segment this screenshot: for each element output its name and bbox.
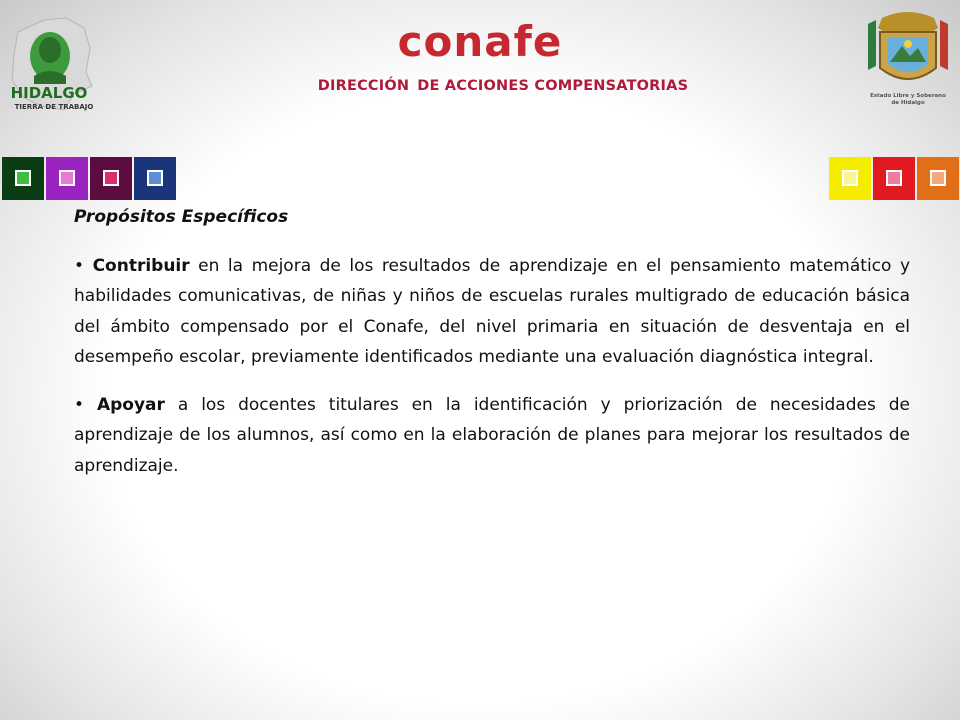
decor-square-orange (917, 157, 959, 200)
decor-square-yellow (829, 157, 871, 200)
bullet-item-contribuir (74, 251, 910, 373)
content-body (74, 202, 910, 481)
subtitle-direccion: DIRECCIÓN (317, 78, 410, 94)
bullet-text: en la mejora de los resultados de aprendizaje en el pensamiento matemático y habilidades comunicativas, de niñas y niños de escuelas rurales multigrado de educación básica del ámbito compensado por el Conafe, del nivel primaria en situación de desventaja en el desempeño escolar, previamente identificados mediante una evaluación diagnóstica integral. (74, 255, 911, 367)
decor-square-maroon (90, 157, 132, 200)
bullet-item-apoyar (74, 390, 910, 482)
decor-square-inner (886, 170, 902, 186)
bullet-emphasis: Apoyar (96, 394, 165, 415)
coat-of-arms-caption-2: de Hidalgo (891, 100, 925, 106)
decor-square-inner (147, 170, 163, 186)
department-subtitle (0, 78, 960, 94)
decor-square-inner (59, 170, 75, 186)
bullet-emphasis: Contribuir (92, 255, 190, 276)
decor-square-purple (46, 157, 88, 200)
decor-square-inner (103, 170, 119, 186)
decor-square-inner (930, 170, 946, 186)
section-heading: Propósitos Específicos (74, 207, 289, 227)
bullet-marker: • (74, 394, 85, 415)
decor-square-green (2, 157, 44, 200)
subtitle-acciones: DE ACCIONES COMPENSATORIAS (417, 78, 689, 94)
decor-square-navy (134, 157, 176, 200)
hidalgo-logo-title: HIDALGO (10, 84, 88, 102)
bullet-text: a los docentes titulares en la identificación y priorización de necesidades de aprendizaje de los alumnos, así como en la elaboración de planes para mejorar los resultados de aprendizaje. (74, 394, 911, 476)
decor-square-inner (15, 170, 31, 186)
conafe-brand-logo: conafe (397, 17, 563, 66)
decor-square-red (873, 157, 915, 200)
decor-square-inner (842, 170, 858, 186)
coat-of-arms-caption-1: Estado Libre y Soberano (870, 93, 946, 99)
bullet-marker: • (74, 255, 85, 276)
hidalgo-logo-tagline: TIERRA DE TRABAJO (14, 103, 94, 111)
state-coat-of-arms (862, 6, 954, 110)
